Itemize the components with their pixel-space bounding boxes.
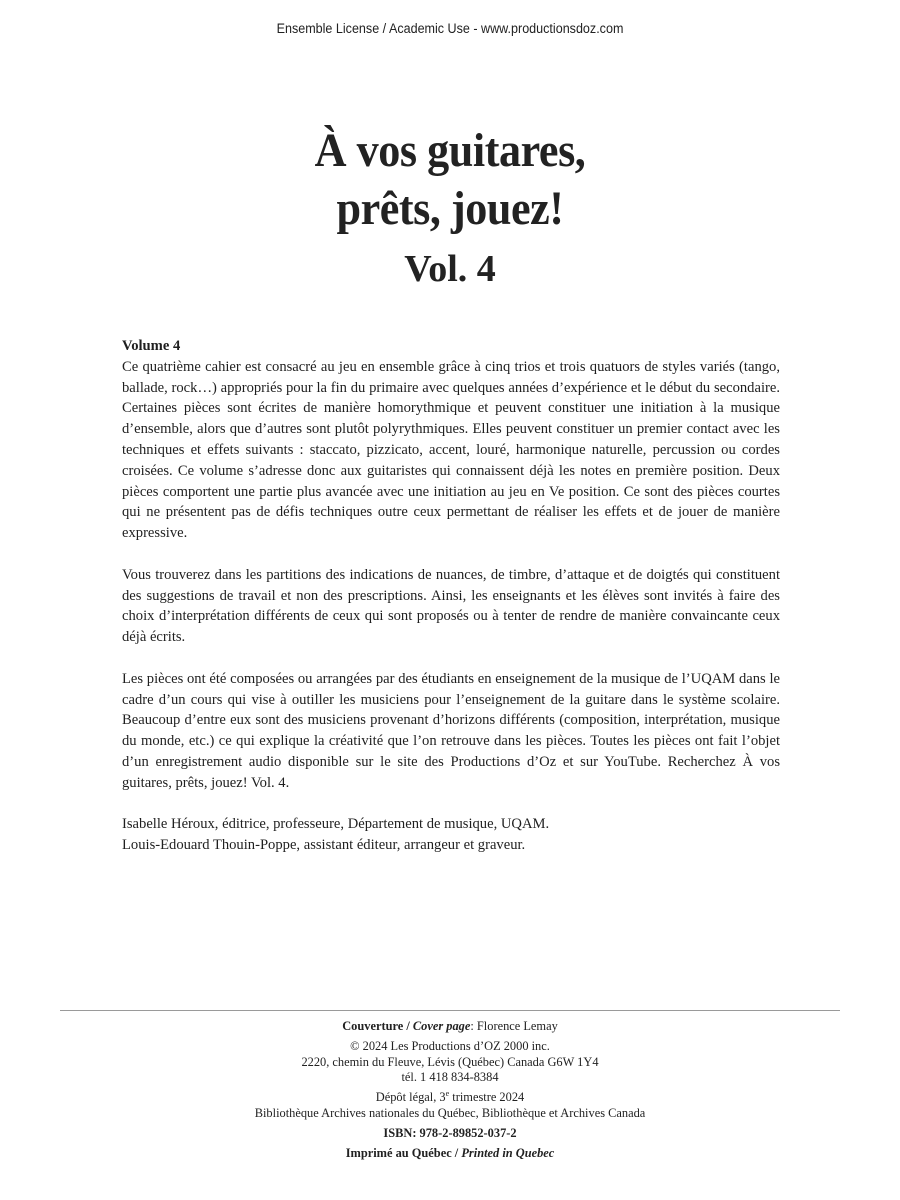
title-line-2: prêts, jouez! [336,182,564,235]
paragraph-indications: Vous trouverez dans les partitions des indications de nuances, de timbre, d’attaque et de doigtés qui constituent des suggestions de travail et non des prescriptions. Ainsi, les enseignants et les élèves sont invités à faire des choix d’interprétation différents de ceux qui sont proposés ou à tenter de rendre de manière convaincante ceux déjà écrits. [122,566,780,646]
printed-line [0,1146,900,1162]
isbn-line: ISBN: 978-2-89852-037-2 [383,1125,517,1140]
cover-label-en: Cover page [412,1019,471,1033]
title-line-1: À vos guitares, [314,124,586,177]
deposit-sup: e [445,1089,450,1099]
libraries-line: Bibliothèque Archives nationales du Québec, Bibliothèque et Archives Canada [254,1105,646,1120]
printed-en: Printed in Quebec [461,1145,555,1160]
paragraph-intro: Ce quatrième cahier est consacré au jeu en ensemble grâce à cinq trios et trois quatuors de styles variés (tango, ballade, rock…) appropriés pour la fin du primaire avec quelques années d’expérience et le début du secondaire. Certaines pièces sont écrites de manière homorythmique et peuvent constituer une initiation à la musique d’ensemble, alors que d’autres sont plutôt polyrythmiques. Elles peuvent constituer un premier contact avec les techniques et effets suivants : staccato, pizzicato, accent, louré, harmonique naturelle, percussion ou cordes croisées. Ce volume s’adresse donc aux guitaristes qui connaissent déjà les notes en première position. Deux pièces comportent une partie plus avancée avec une initiation au jeu en Ve position. Ce sont des pièces courtes qui ne présentent pas de défis techniques outre ceux permettant de réaliser les effets et de jouer de manière expressive. [122,358,780,542]
deposit-block [0,1090,900,1122]
signatures [122,814,780,856]
volume-title: Vol. 4 [404,248,496,290]
signature-editor: Isabelle Héroux, éditrice, professeure, Département de musique, UQAM. [122,816,550,833]
phone-line: tél. 1 418 834-8384 [401,1070,499,1085]
divider-rule [60,1010,840,1011]
license-header: Ensemble License / Academic Use - www.productionsdoz.com [276,21,624,36]
volume-heading: Volume 4 [122,338,181,354]
body-text [122,336,780,856]
publisher-block [0,1039,900,1086]
printed-fr: Imprimé au Québec / [345,1145,459,1160]
deposit-prefix: Dépôt légal, 3 [375,1090,446,1105]
cover-credit [0,1019,900,1035]
address-line: 2220, chemin du Fleuve, Lévis (Québec) Canada G6W 1Y4 [301,1054,599,1069]
cover-artist: : Florence Lemay [470,1019,558,1033]
title-block [0,122,900,292]
colophon [0,1019,900,1161]
deposit-line [0,1090,900,1106]
paragraph-composers: Les pièces ont été composées ou arrangées par des étudiants en enseignement de la musique de l’UQAM dans le cadre d’un cours qui vise à outiller les musiciens pour l’enseignement de la guitare dans le système scolaire. Beaucoup d’entre eux sont des musiciens provenant d’horizons différents (composition, interprétation, musique du monde, etc.) ce qui explique la créativité que l’on retrouve dans les pièces. Toutes les pièces ont fait l’objet d’un enregistrement audio disponible sur le site des Productions d’Oz et sur YouTube. Recherchez À vos guitares, prêts, jouez! Vol. 4. [122,670,780,791]
cover-label: Couverture / [342,1019,410,1033]
copyright-line: © 2024 Les Productions d’OZ 2000 inc. [350,1038,550,1053]
deposit-suffix: trimestre 2024 [449,1090,525,1105]
signature-assistant: Louis-Edouard Thouin-Poppe, assistant éditeur, arrangeur et graveur. [122,837,526,854]
